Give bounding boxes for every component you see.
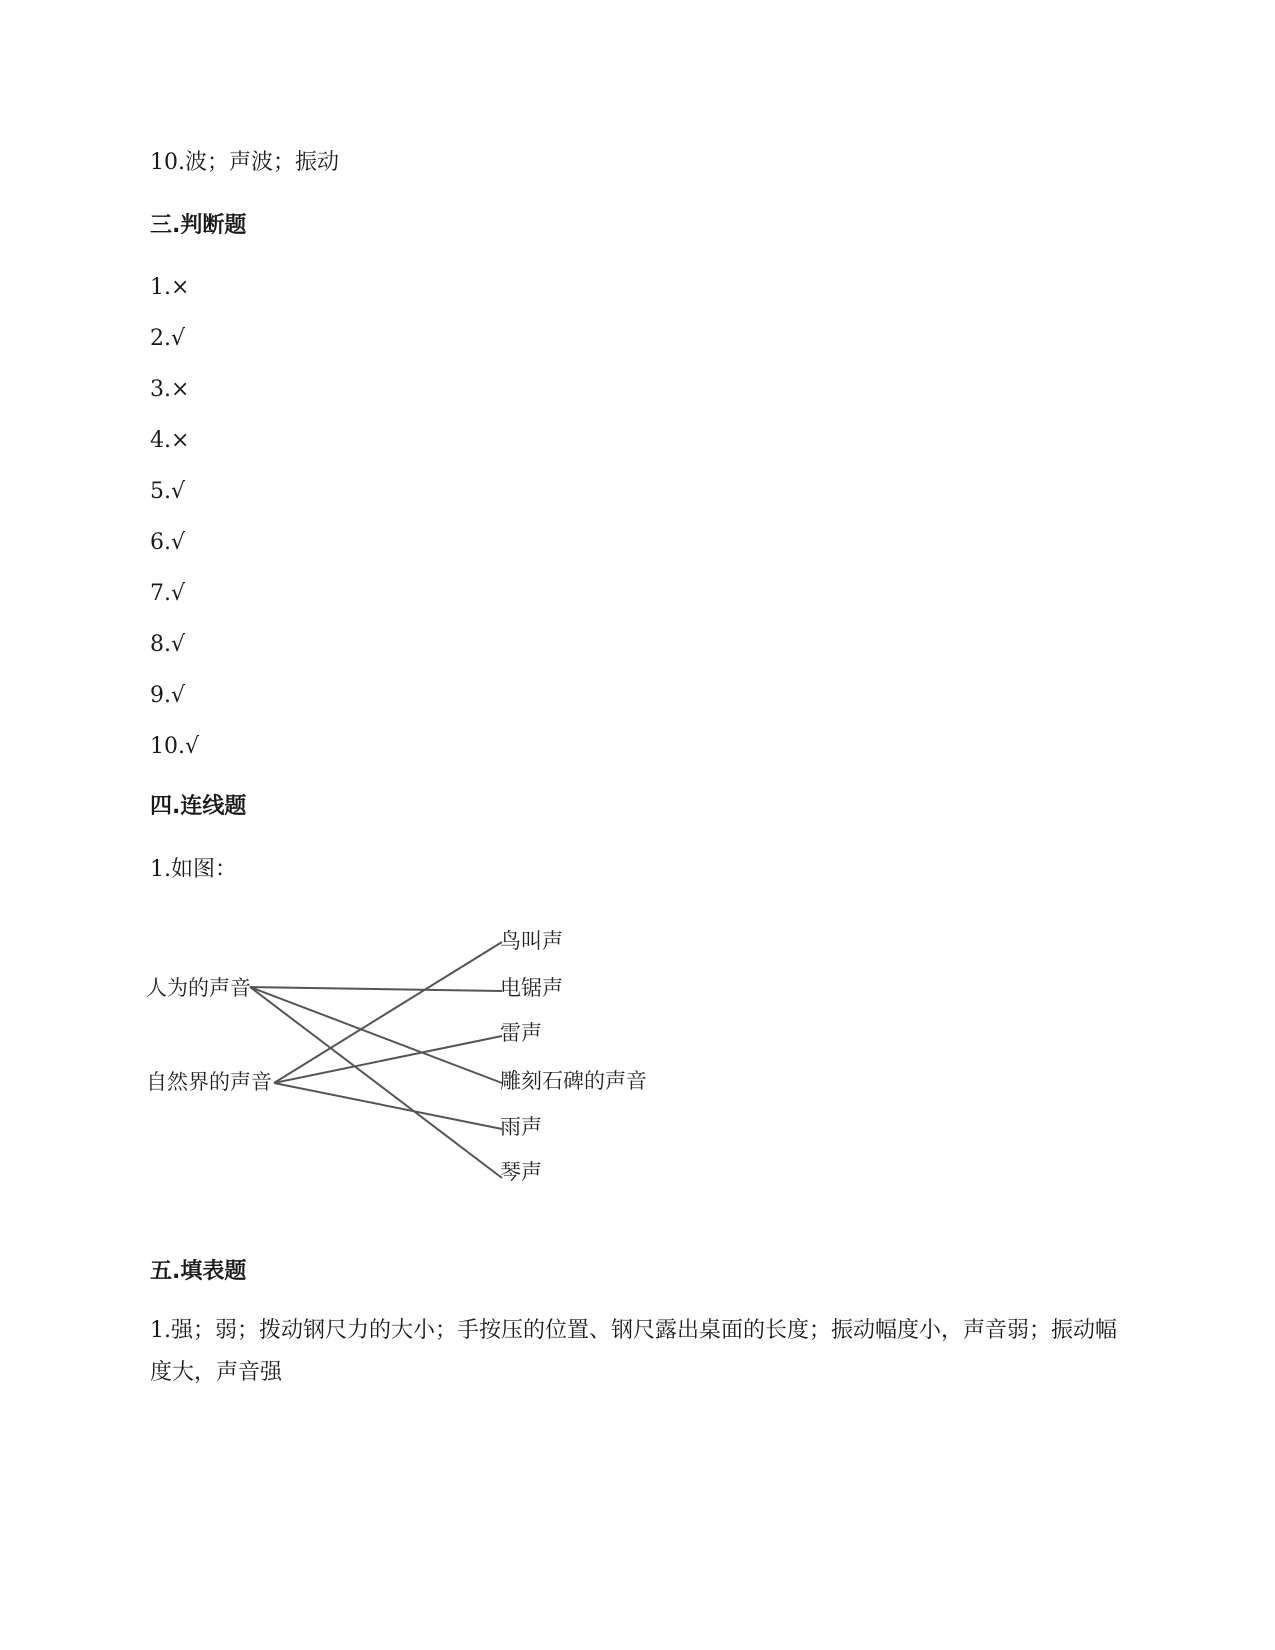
section4-title: 四.连线题 xyxy=(150,794,247,819)
judgment-answer: 9.√ xyxy=(150,683,186,708)
judgment-answer: 2.√ xyxy=(150,326,186,351)
judgment-answer: 10.√ xyxy=(150,734,200,759)
matching-item-label: 1.如图： xyxy=(150,857,237,882)
connection-line xyxy=(250,987,502,1083)
connection-line xyxy=(274,942,502,1083)
section5-title: 五.填表题 xyxy=(150,1259,247,1284)
left-label-human-sound: 人为的声音 xyxy=(146,976,251,1000)
judgment-answer: 6.√ xyxy=(150,530,186,555)
right-label-bird: 鸟叫声 xyxy=(500,929,563,953)
judgment-answer: 8.√ xyxy=(150,632,186,657)
matching-diagram xyxy=(140,914,700,1204)
right-label-rain: 雨声 xyxy=(500,1115,542,1139)
left-label-nature-sound: 自然界的声音 xyxy=(146,1070,272,1094)
judgment-answer: 5.√ xyxy=(150,479,186,504)
judgment-answer: 7.√ xyxy=(150,581,186,606)
connection-line xyxy=(250,987,502,991)
table-fill-answer: 1.强；弱；拨动钢尺力的大小；手按压的位置、钢尺露出桌面的长度；振动幅度小，声音弱；振动幅度大，声音强 xyxy=(150,1318,1117,1385)
connection-line xyxy=(250,987,502,1178)
fill-blank-answer-10: 10.波；声波；振动 xyxy=(150,150,339,175)
right-label-thunder: 雷声 xyxy=(500,1021,542,1045)
right-label-piano: 琴声 xyxy=(500,1160,542,1184)
judgment-answer: 1.× xyxy=(150,275,190,300)
connection-line xyxy=(274,1036,502,1083)
judgment-answer: 4.× xyxy=(150,428,190,453)
section3-title: 三.判断题 xyxy=(150,213,247,238)
connection-line xyxy=(274,1083,502,1129)
judgment-answer: 3.× xyxy=(150,377,190,402)
right-label-chainsaw: 电锯声 xyxy=(500,976,563,1000)
right-label-stone-carving: 雕刻石碑的声音 xyxy=(500,1069,647,1093)
